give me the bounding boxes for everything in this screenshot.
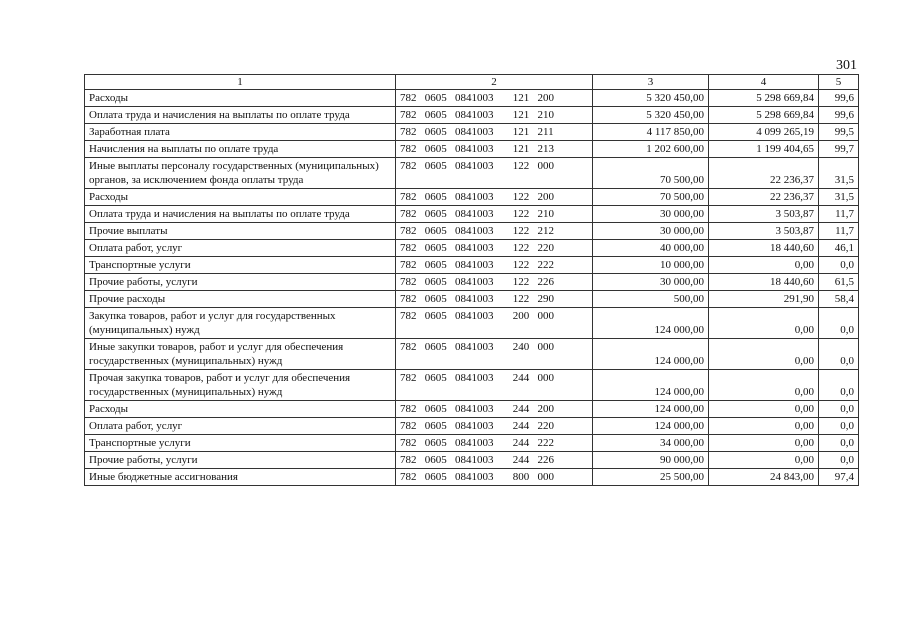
row-plan-cell: 34 000,00: [593, 435, 709, 452]
row-percent-cell: 99,7: [819, 141, 859, 158]
row-fact-cell: 5 298 669,84: [709, 90, 819, 107]
row-code-cell: 782 0605 0841003 122 210: [396, 206, 593, 223]
row-code-cell: 782 0605 0841003 121 213: [396, 141, 593, 158]
row-percent-cell: 31,5: [819, 158, 859, 189]
table-row: [85, 418, 859, 435]
row-percent-cell: 0,0: [819, 435, 859, 452]
row-percent-cell: 0,0: [819, 257, 859, 274]
row-plan-cell: 124 000,00: [593, 308, 709, 339]
column-header-4: 4: [709, 75, 819, 90]
row-plan-cell: 124 000,00: [593, 418, 709, 435]
row-fact-cell: 22 236,37: [709, 189, 819, 206]
row-fact-cell: 3 503,87: [709, 223, 819, 240]
row-fact-cell: 0,00: [709, 435, 819, 452]
table-row: [85, 469, 859, 486]
row-plan-cell: 500,00: [593, 291, 709, 308]
table-row: [85, 90, 859, 107]
row-code-cell: 782 0605 0841003 240 000: [396, 339, 593, 370]
table-body: [85, 90, 859, 486]
row-percent-cell: 58,4: [819, 291, 859, 308]
row-code-cell: 782 0605 0841003 122 220: [396, 240, 593, 257]
row-plan-cell: 70 500,00: [593, 189, 709, 206]
table-row: [85, 401, 859, 418]
table-header-row: [85, 75, 859, 90]
row-name-cell: Прочие расходы: [85, 291, 396, 308]
row-fact-cell: 0,00: [709, 401, 819, 418]
table-row: [85, 141, 859, 158]
row-plan-cell: 30 000,00: [593, 206, 709, 223]
row-code-cell: 782 0605 0841003 122 222: [396, 257, 593, 274]
row-fact-cell: 0,00: [709, 370, 819, 401]
row-plan-cell: 4 117 850,00: [593, 124, 709, 141]
row-name-cell: Расходы: [85, 90, 396, 107]
page-number: 301: [836, 58, 857, 73]
row-percent-cell: 31,5: [819, 189, 859, 206]
table-row: [85, 107, 859, 124]
row-percent-cell: 0,0: [819, 370, 859, 401]
row-name-cell: Расходы: [85, 401, 396, 418]
row-percent-cell: 61,5: [819, 274, 859, 291]
row-percent-cell: 11,7: [819, 206, 859, 223]
row-plan-cell: 1 202 600,00: [593, 141, 709, 158]
row-name-cell: Закупка товаров, работ и услуг для государственных (муниципальных) нужд: [85, 308, 396, 339]
row-plan-cell: 30 000,00: [593, 274, 709, 291]
table-row: [85, 257, 859, 274]
column-header-2: 2: [396, 75, 593, 90]
row-plan-cell: 10 000,00: [593, 257, 709, 274]
row-percent-cell: 0,0: [819, 418, 859, 435]
row-code-cell: 782 0605 0841003 122 212: [396, 223, 593, 240]
row-name-cell: Иные бюджетные ассигнования: [85, 469, 396, 486]
row-plan-cell: 30 000,00: [593, 223, 709, 240]
row-fact-cell: 0,00: [709, 257, 819, 274]
row-fact-cell: 24 843,00: [709, 469, 819, 486]
table-row: [85, 291, 859, 308]
table-row: [85, 308, 859, 339]
row-name-cell: Оплата труда и начисления на выплаты по оплате труда: [85, 107, 396, 124]
row-name-cell: Прочие выплаты: [85, 223, 396, 240]
table-row: [85, 223, 859, 240]
row-code-cell: 782 0605 0841003 244 000: [396, 370, 593, 401]
row-fact-cell: 18 440,60: [709, 240, 819, 257]
table-row: [85, 124, 859, 141]
budget-table: [84, 74, 859, 486]
row-code-cell: 782 0605 0841003 121 210: [396, 107, 593, 124]
row-fact-cell: 4 099 265,19: [709, 124, 819, 141]
row-percent-cell: 97,4: [819, 469, 859, 486]
row-percent-cell: 99,5: [819, 124, 859, 141]
row-percent-cell: 0,0: [819, 401, 859, 418]
row-code-cell: 782 0605 0841003 121 200: [396, 90, 593, 107]
row-fact-cell: 0,00: [709, 339, 819, 370]
row-plan-cell: 25 500,00: [593, 469, 709, 486]
column-header-1: 1: [85, 75, 396, 90]
row-percent-cell: 99,6: [819, 107, 859, 124]
row-code-cell: 782 0605 0841003 244 222: [396, 435, 593, 452]
row-name-cell: Расходы: [85, 189, 396, 206]
row-name-cell: Оплата работ, услуг: [85, 418, 396, 435]
row-code-cell: 782 0605 0841003 244 200: [396, 401, 593, 418]
row-code-cell: 782 0605 0841003 121 211: [396, 124, 593, 141]
row-code-cell: 782 0605 0841003 122 226: [396, 274, 593, 291]
row-plan-cell: 40 000,00: [593, 240, 709, 257]
table-row: [85, 206, 859, 223]
row-name-cell: Транспортные услуги: [85, 435, 396, 452]
table-row: [85, 240, 859, 257]
row-code-cell: 782 0605 0841003 122 200: [396, 189, 593, 206]
row-name-cell: Оплата работ, услуг: [85, 240, 396, 257]
row-plan-cell: 124 000,00: [593, 401, 709, 418]
row-fact-cell: 18 440,60: [709, 274, 819, 291]
row-fact-cell: 0,00: [709, 308, 819, 339]
row-code-cell: 782 0605 0841003 244 226: [396, 452, 593, 469]
row-fact-cell: 0,00: [709, 418, 819, 435]
row-percent-cell: 46,1: [819, 240, 859, 257]
table-row: [85, 339, 859, 370]
row-name-cell: Иные закупки товаров, работ и услуг для обеспечения государственных (муниципальных) нужд: [85, 339, 396, 370]
table-row: [85, 189, 859, 206]
row-percent-cell: 11,7: [819, 223, 859, 240]
row-percent-cell: 0,0: [819, 339, 859, 370]
table-row: [85, 158, 859, 189]
row-code-cell: 782 0605 0841003 200 000: [396, 308, 593, 339]
row-plan-cell: 124 000,00: [593, 339, 709, 370]
row-plan-cell: 70 500,00: [593, 158, 709, 189]
row-fact-cell: 291,90: [709, 291, 819, 308]
row-name-cell: Прочие работы, услуги: [85, 452, 396, 469]
row-fact-cell: 5 298 669,84: [709, 107, 819, 124]
column-header-3: 3: [593, 75, 709, 90]
row-percent-cell: 0,0: [819, 308, 859, 339]
row-name-cell: Оплата труда и начисления на выплаты по оплате труда: [85, 206, 396, 223]
row-name-cell: Прочие работы, услуги: [85, 274, 396, 291]
row-code-cell: 782 0605 0841003 122 000: [396, 158, 593, 189]
row-code-cell: 782 0605 0841003 244 220: [396, 418, 593, 435]
row-name-cell: Иные выплаты персоналу государственных (муниципальных) органов, за исключением фонда оплаты труда: [85, 158, 396, 189]
row-plan-cell: 90 000,00: [593, 452, 709, 469]
table-row: [85, 274, 859, 291]
row-plan-cell: 5 320 450,00: [593, 90, 709, 107]
row-name-cell: Прочая закупка товаров, работ и услуг для обеспечения государственных (муниципальных) нужд: [85, 370, 396, 401]
row-percent-cell: 99,6: [819, 90, 859, 107]
row-plan-cell: 5 320 450,00: [593, 107, 709, 124]
row-percent-cell: 0,0: [819, 452, 859, 469]
table-row: [85, 435, 859, 452]
row-fact-cell: 0,00: [709, 452, 819, 469]
row-fact-cell: 1 199 404,65: [709, 141, 819, 158]
row-name-cell: Транспортные услуги: [85, 257, 396, 274]
row-code-cell: 782 0605 0841003 800 000: [396, 469, 593, 486]
row-fact-cell: 3 503,87: [709, 206, 819, 223]
row-name-cell: Заработная плата: [85, 124, 396, 141]
column-header-5: 5: [819, 75, 859, 90]
row-plan-cell: 124 000,00: [593, 370, 709, 401]
row-name-cell: Начисления на выплаты по оплате труда: [85, 141, 396, 158]
row-code-cell: 782 0605 0841003 122 290: [396, 291, 593, 308]
table-row: [85, 370, 859, 401]
row-fact-cell: 22 236,37: [709, 158, 819, 189]
table-row: [85, 452, 859, 469]
